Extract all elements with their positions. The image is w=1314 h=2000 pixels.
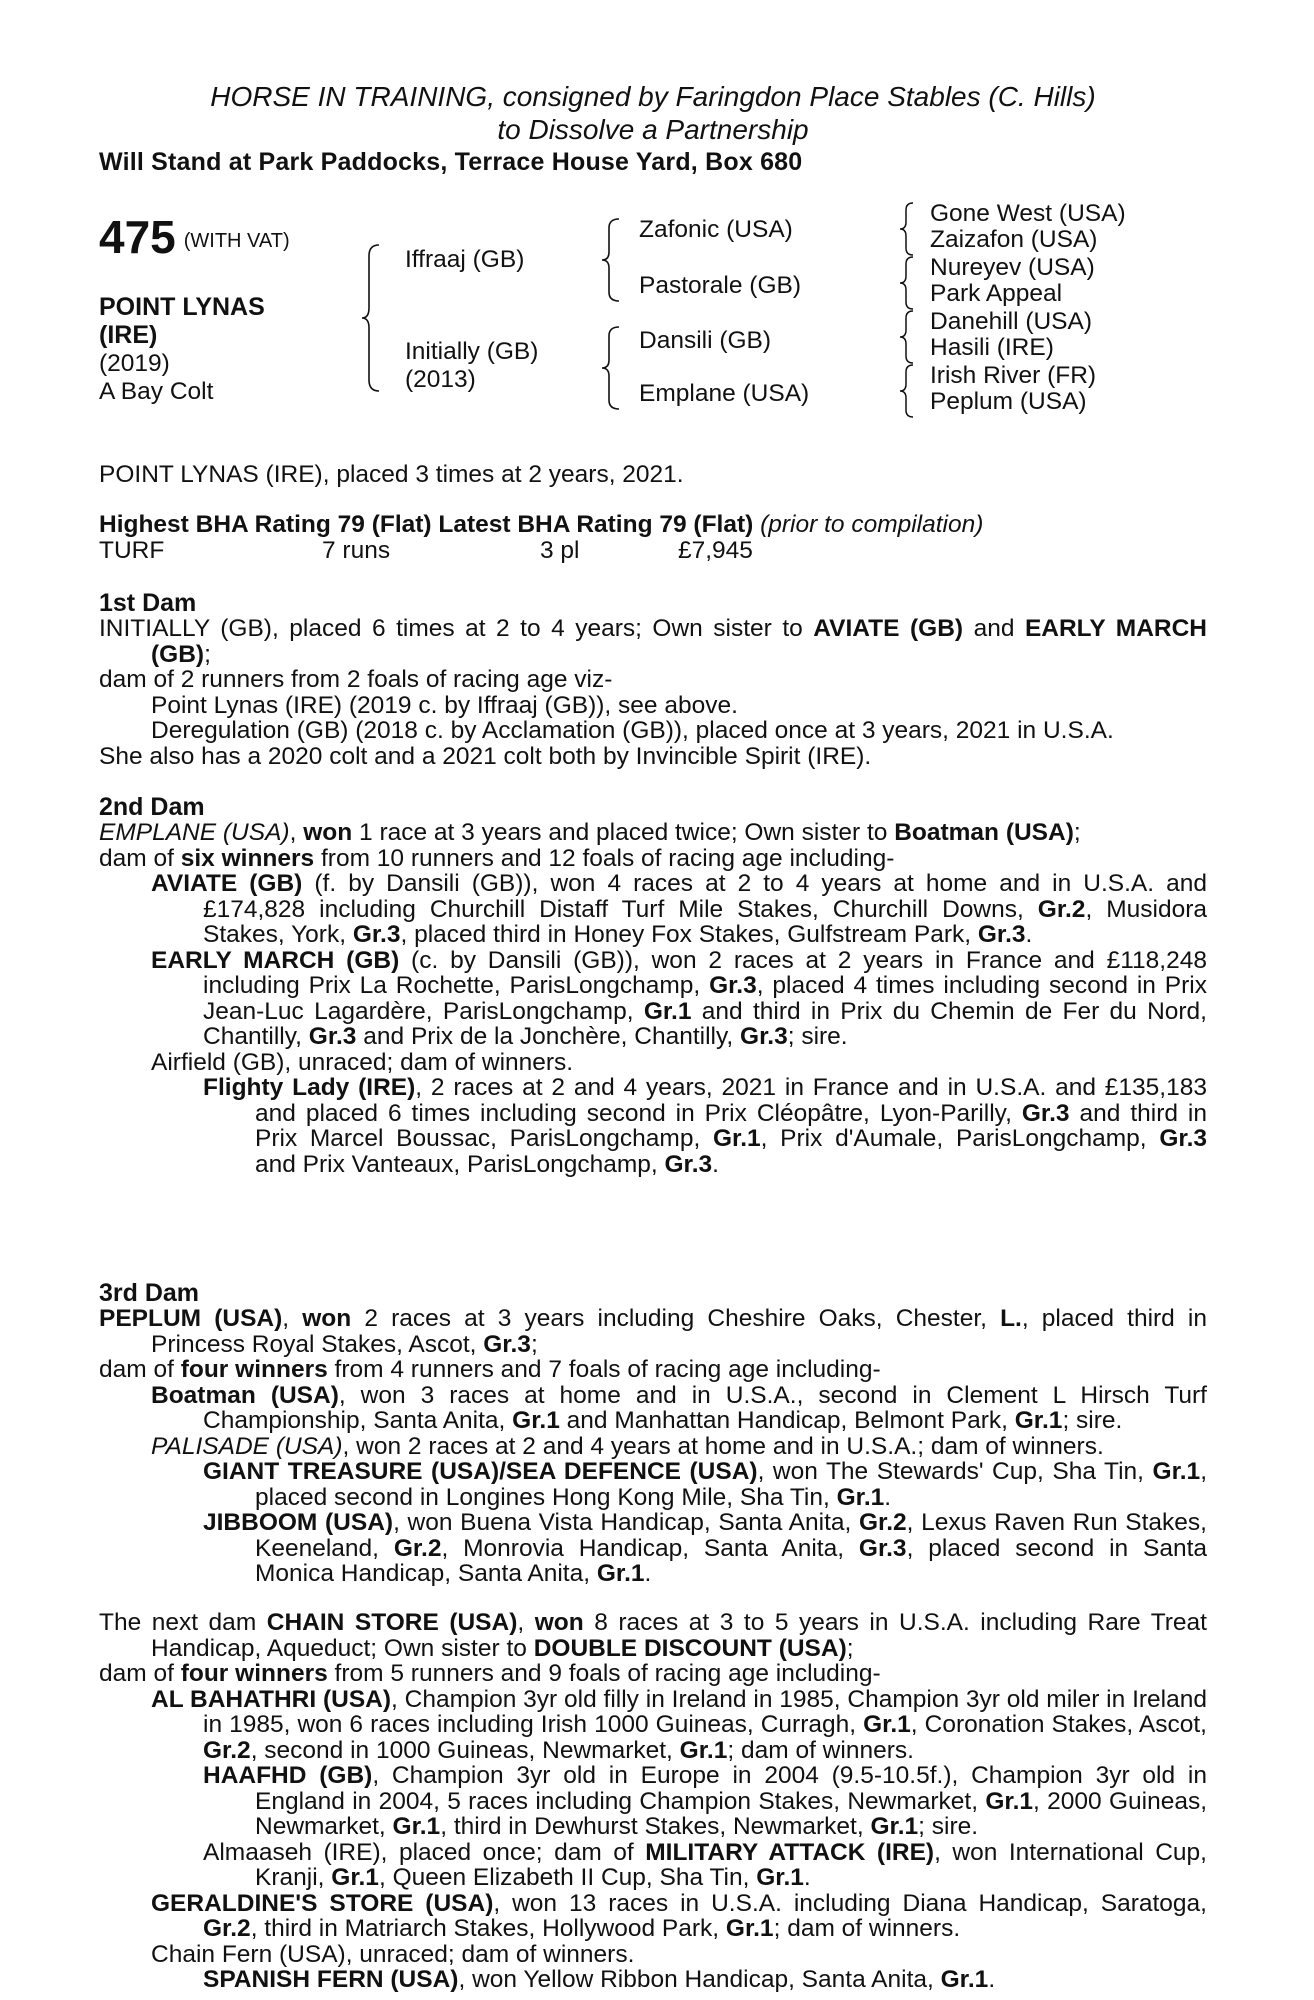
- list-item: AL BAHATHRI (USA), Champion 3yr old filly in Ireland in 1985, Champion 3yr old miler in Ireland in 1985, won 6 races including Irish 1000 Guineas, Curragh, Gr.1, Coronation Stakes, Ascot, Gr.2, second in 1000 Guineas, Newmarket, Gr.1; dam of winners.: [151, 1685, 1207, 1764]
- consignor-line: HORSE IN TRAINING, consigned by Faringdon Place Stables (C. Hills): [210, 81, 1096, 112]
- race-summary: POINT LYNAS (IRE), placed 3 times at 2 years, 2021.: [99, 461, 684, 488]
- dam-year: (2013): [405, 366, 476, 393]
- horse-name: POINT LYNAS: [99, 293, 265, 321]
- second-dam-section: 2nd Dam EMPLANE (USA), won 1 race at 3 years and placed twice; Own sister to Boatman (USA); dam of six winners from 10 runners and 12 foals of racing age including- AVIATE (GB) (f. by Dansili (GB)), won 4 races at 2 to 4 years at home and in U.S.A. and £174,828 including Churchill Distaff Turf Mile Stakes, Churchill Downs, Gr.2, Musidora Stakes, York, Gr.3, placed third in Honey Fox Stakes, Gulfstream Park, Gr.3. EARLY MARCH (GB) (c. by Dansili (GB)), won 2 races at 2 years in France and £118,248 including Prix La Rochette, ParisLongchamp, Gr.3, placed 4 times including second in Prix Jean-Luc Lagardère, ParisLongchamp, Gr.1 and third in Prix du Chemin de Fer du Nord, Chantilly, Gr.3 and Prix de la Jonchère, Chantilly, Gr.3; sire. Airfield (GB), unraced; dam of winners. Flighty Lady (IRE), 2 races at 2 and 4 years, 2021 in France and in U.S.A. and £135,183 and placed 6 times including second in Prix Cléopâtre, Lyon-Parilly, Gr.3 and third in Prix Marcel Boussac, ParisLongchamp, Gr.1, Prix d'Aumale, ParisLongchamp, Gr.3 and Prix Vanteaux, ParisLongchamp, Gr.3.: [99, 793, 1208, 1178]
- list-item: EARLY MARCH (GB) (c. by Dansili (GB)), won 2 races at 2 years in France and £118,248 including Prix La Rochette, ParisLongchamp, Gr.3, placed 4 times including second in Prix Jean-Luc Lagardère, ParisLongchamp, Gr.1 and third in Prix du Chemin de Fer du Nord, Chantilly, Gr.3 and Prix de la Jonchère, Chantilly, Gr.3; sire.: [151, 946, 1207, 1050]
- dam-sire: Dansili (GB): [639, 327, 772, 354]
- list-item: Flighty Lady (IRE), 2 races at 2 and 4 years, 2021 in France and in U.S.A. and £135,183 and placed 6 times including second in Prix Cléopâtre, Lyon-Parilly, Gr.3 and third in Prix Marcel Boussac, ParisLongchamp, Gr.1, Prix d'Aumale, ParisLongchamp, Gr.3 and Prix Vanteaux, ParisLongchamp, Gr.3.: [203, 1074, 1208, 1178]
- great-grandparent: Zaizafon (USA): [930, 226, 1098, 253]
- rating-label: Highest BHA Rating 79 (Flat) Latest BHA Rating 79 (Flat): [99, 511, 754, 538]
- pedigree-brace: [601, 326, 621, 410]
- list-item: GIANT TREASURE (USA)/SEA DEFENCE (USA), won The Stewards' Cup, Sha Tin, Gr.1, placed second in Longines Hong Kong Mile, Sha Tin, Gr.1.: [203, 1458, 1208, 1511]
- rating-note: (prior to compilation): [760, 511, 984, 538]
- pedigree-brace: [899, 256, 915, 310]
- great-grandparent: Gone West (USA): [930, 200, 1126, 227]
- list-item: Point Lynas (IRE) (2019 c. by Iffraaj (GB)), see above.: [151, 691, 738, 719]
- rating-block: [99, 512, 1207, 563]
- third-dam-section: 3rd Dam PEPLUM (USA), won 2 races at 3 years including Cheshire Oaks, Chester, L., placed third in Princess Royal Stakes, Ascot, Gr.3; dam of four winners from 4 runners and 7 foals of racing age including- Boatman (USA), won 3 races at home and in U.S.A., second in Clement L Hirsch Turf Championship, Santa Anita, Gr.1 and Manhattan Handicap, Belmont Park, Gr.1; sire. PALISADE (USA), won 2 races at 2 and 4 years at home and in U.S.A.; dam of winners. GIANT TREASURE (USA)/SEA DEFENCE (USA), won The Stewards' Cup, Sha Tin, Gr.1, placed second in Longines Hong Kong Mile, Sha Tin, Gr.1. JIBBOOM (USA), won Buena Vista Handicap, Santa Anita, Gr.2, Lexus Raven Run Stakes, Keeneland, Gr.2, Monrovia Handicap, Santa Anita, Gr.3, placed second in Santa Monica Handicap, Santa Anita, Gr.1.: [99, 1279, 1208, 1587]
- list-item: Deregulation (GB) (2018 c. by Acclamation (GB)), placed once at 3 years, 2021 in U.S.A.: [151, 717, 1114, 744]
- pedigree-brace: [601, 218, 621, 302]
- section-heading: 2nd Dam: [99, 793, 205, 821]
- dam: Initially (GB): [405, 338, 539, 365]
- great-grandparent: Nureyev (USA): [930, 254, 1095, 281]
- sire-sire: Zafonic (USA): [639, 216, 793, 243]
- vat-note: (WITH VAT): [183, 230, 290, 252]
- horse-description: A Bay Colt: [99, 378, 214, 405]
- section-heading: 3rd Dam: [99, 1279, 200, 1307]
- list-item: Almaaseh (IRE), placed once; dam of MILITARY ATTACK (IRE), won International Cup, Kranji, Gr.1, Queen Elizabeth II Cup, Sha Tin, Gr.1.: [203, 1838, 1207, 1891]
- pedigree-table: [99, 200, 1207, 454]
- great-grandparent: Park Appeal: [930, 280, 1063, 307]
- sire: Iffraaj (GB): [405, 246, 525, 273]
- horse-year: (2019): [99, 350, 170, 377]
- turf-stats: TURF 7 runs 3 pl £7,945: [99, 536, 753, 564]
- sire-dam: Pastorale (GB): [639, 272, 802, 299]
- list-item: SPANISH FERN (USA), won Yellow Ribbon Handicap, Santa Anita, Gr.1.: [203, 1966, 996, 1993]
- consignor-subline: to Dissolve a Partnership: [497, 114, 809, 145]
- pedigree-brace: [899, 364, 915, 418]
- list-item: GERALDINE'S STORE (USA), won 13 races in U.S.A. including Diana Handicap, Saratoga, Gr.2, third in Matriarch Stakes, Hollywood Park, Gr.1; dam of winners.: [151, 1889, 1207, 1942]
- horse-name-country: (IRE): [99, 321, 158, 349]
- pedigree-brace: [361, 244, 381, 392]
- list-item: Boatman (USA), won 3 races at home and in U.S.A., second in Clement L Hirsch Turf Championship, Santa Anita, Gr.1 and Manhattan Handicap, Belmont Park, Gr.1; sire.: [151, 1381, 1207, 1434]
- list-item: Chain Fern (USA), unraced; dam of winners.: [151, 1940, 635, 1968]
- great-grandparent: Peplum (USA): [930, 388, 1087, 415]
- stabling-line: Will Stand at Park Paddocks, Terrace House Yard, Box 680: [99, 148, 803, 176]
- dam-dam: Emplane (USA): [639, 380, 810, 407]
- great-grandparent: Danehill (USA): [930, 308, 1093, 335]
- first-dam-section: 1st Dam INITIALLY (GB), placed 6 times at 2 to 4 years; Own sister to AVIATE (GB) and EARLY MARCH (GB); dam of 2 runners from 2 foals of racing age viz- Point Lynas (IRE) (2019 c. by Iffraaj (GB)), see above. Deregulation (GB) (2018 c. by Acclamation (GB)), placed once at 3 years, 2021 in U.S.A. She also has a 2020 colt and a 2021 colt both by Invincible Spirit (IRE).: [99, 589, 1207, 770]
- list-item: AVIATE (GB) (f. by Dansili (GB)), won 4 races at 2 to 4 years at home and in U.S.A. and £174,828 including Churchill Distaff Turf Mile Stakes, Churchill Downs, Gr.2, Musidora Stakes, York, Gr.3, placed third in Honey Fox Stakes, Gulfstream Park, Gr.3.: [151, 870, 1207, 948]
- section-heading: 1st Dam: [99, 589, 197, 617]
- pedigree-brace: [899, 310, 915, 364]
- list-item: JIBBOOM (USA), won Buena Vista Handicap, Santa Anita, Gr.2, Lexus Raven Run Stakes, Keeneland, Gr.2, Monrovia Handicap, Santa Anita, Gr.3, placed second in Santa Monica Handicap, Santa Anita, Gr.1.: [203, 1509, 1208, 1587]
- next-dam-section: The next dam CHAIN STORE (USA), won 8 races at 3 to 5 years in U.S.A. including Rare Treat Handicap, Aqueduct; Own sister to DOUBLE DISCOUNT (USA); dam of four winners from 5 runners and 9 foals of racing age including- AL BAHATHRI (USA), Champion 3yr old filly in Ireland in 1985, Champion 3yr old miler in Ireland in 1985, won 6 races including Irish 1000 Guineas, Curragh, Gr.1, Coronation Stakes, Ascot, Gr.2, second in 1000 Guineas, Newmarket, Gr.1; dam of winners. HAAFHD (GB), Champion 3yr old in Europe in 2004 (9.5-10.5f.), Champion 3yr old in England in 2004, 5 races including Champion Stakes, Newmarket, Gr.1, 2000 Guineas, Newmarket, Gr.1, third in Dewhurst Stakes, Newmarket, Gr.1; sire. Almaaseh (IRE), placed once; dam of MILITARY ATTACK (IRE), won International Cup, Kranji, Gr.1, Queen Elizabeth II Cup, Sha Tin, Gr.1. GERALDINE'S STORE (USA), won 13 races in U.S.A. including Diana Handicap, Saratoga, Gr.2, third in Matriarch Stakes, Hollywood Park, Gr.1; dam of winners. Chain Fern (USA), unraced; dam of winners. SPANISH FERN (USA), won Yellow Ribbon Handicap, Santa Anita, Gr.1.: [99, 1609, 1208, 1993]
- lot-number: 475 $^{(WITH VAT)}$: [99, 211, 290, 263]
- list-item: PALISADE (USA), won 2 races at 2 and 4 years at home and in U.S.A.; dam of winners.: [151, 1432, 1104, 1460]
- list-item: HAAFHD (GB), Champion 3yr old in Europe in 2004 (9.5-10.5f.), Champion 3yr old in England in 2004, 5 races including Champion Stakes, Newmarket, Gr.1, 2000 Guineas, Newmarket, Gr.1, third in Dewhurst Stakes, Newmarket, Gr.1; sire.: [203, 1762, 1208, 1840]
- great-grandparent: Hasili (IRE): [930, 334, 1054, 361]
- great-grandparent: Irish River (FR): [930, 362, 1097, 389]
- catalogue-page: [99, 80, 1208, 1993]
- pedigree-brace: [899, 202, 915, 256]
- list-item: Airfield (GB), unraced; dam of winners.: [151, 1048, 574, 1076]
